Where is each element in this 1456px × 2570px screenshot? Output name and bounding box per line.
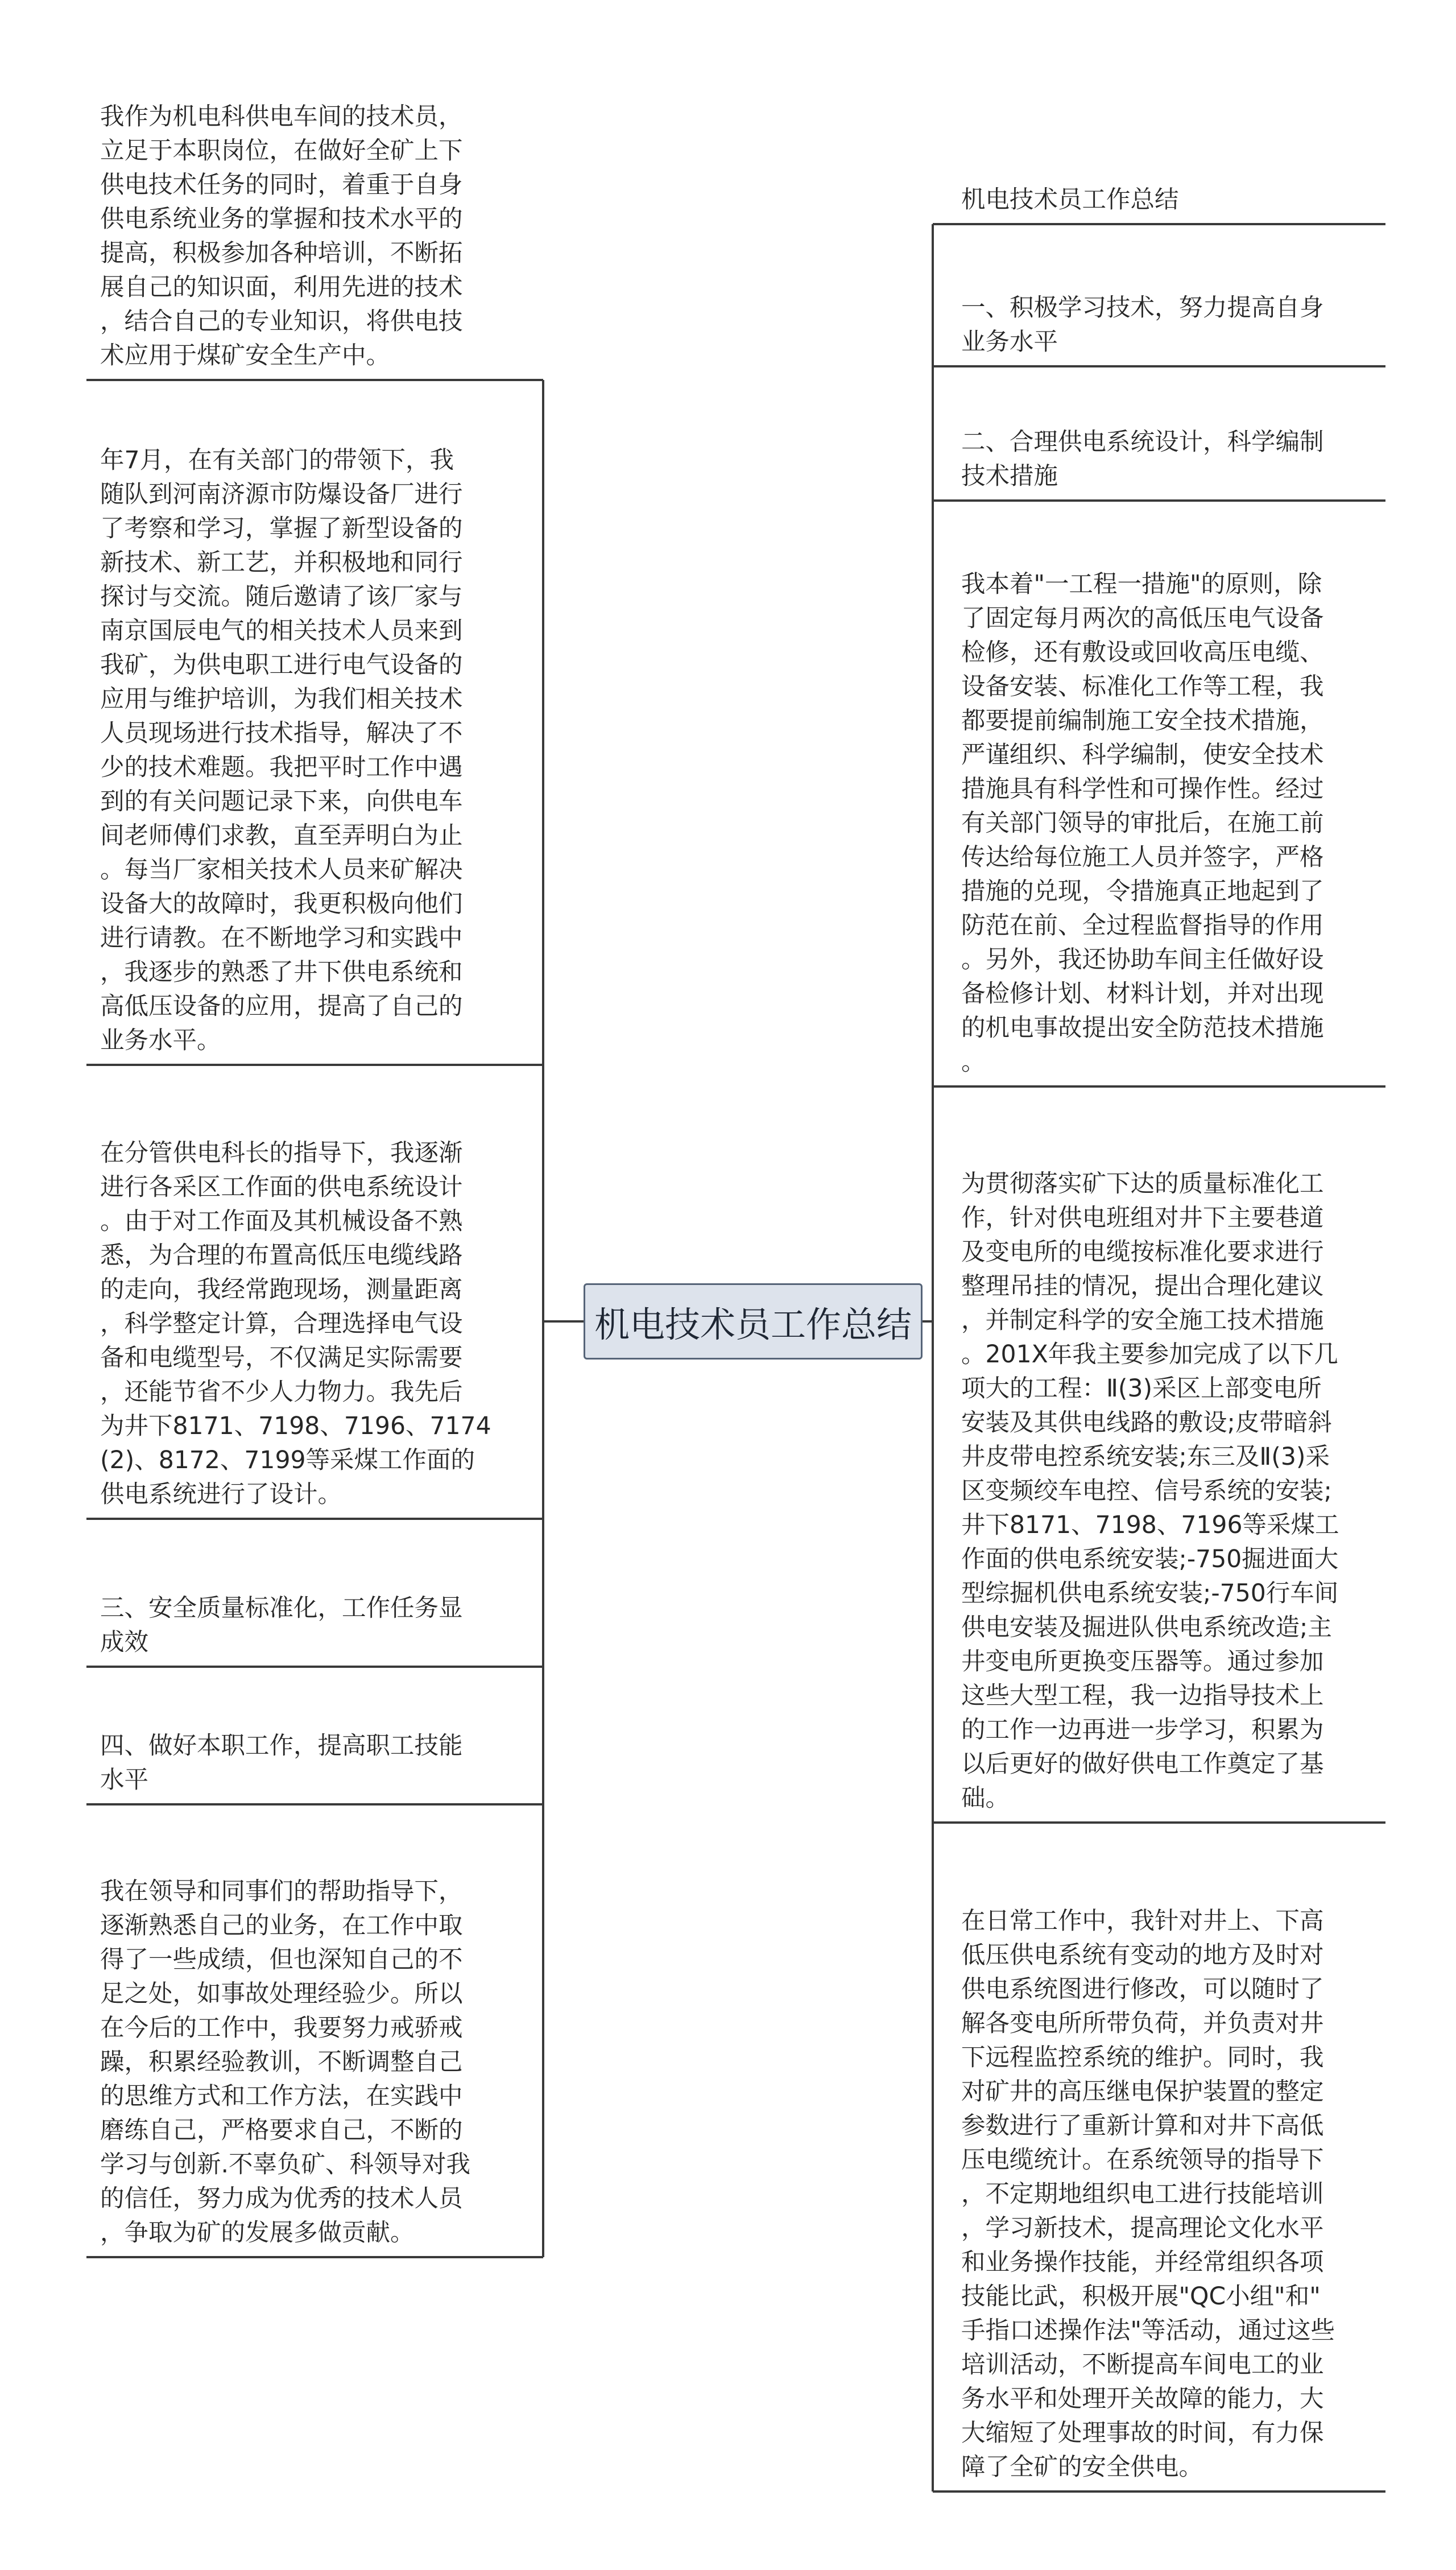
left-node-intro[interactable]: 我作为机电科供电车间的技术员， 立足于本职岗位，在做好全矿上下 供电技术任务的同时，着重于自身 供电系统业务的掌握和技术水平的 提高，积极参加各种培训，不断拓 展自己的知识面，利用先进的技术 ，结合自己的专业知识，将供电技 术应用于煤矿安全生产中。 bbox=[100, 103, 463, 370]
left-node-study-trip[interactable]: 年7月，在有关部门的带领下，我 随队到河南济源市防爆设备厂进行 了考察和学习，掌握了新型设备的 新技术、新工艺，并积极地和同行 探讨与交流。随后邀请了该厂家与 南京国辰电气的相关技术人员来到 我矿，为供电职工进行电气设备的 应用与维护培训，为我们相关技术 人员现场进行技术指导，解决了不 少的技术难题。我把平时工作中遇 到的有关问题记录下来，向供电车 间老师傅们求教，直至弄明白为止 。每当厂家相关技术人员来矿解决 设备大的故障时，我更积极向他们 进行请教。在不断地学习和实践中 ，我逐步的熟悉了井下供电系统和 高低压设备的应用，提高了自己的 业务水平。 bbox=[100, 447, 463, 1055]
left-node-heading-3[interactable]: 三、安全质量标准化，工作任务显 成效 bbox=[100, 1594, 463, 1656]
right-node-heading-1[interactable]: 一、积极学习技术，努力提高自身 业务水平 bbox=[961, 294, 1324, 356]
left-node-heading-4[interactable]: 四、做好本职工作，提高职工技能 水平 bbox=[100, 1732, 463, 1794]
central-topic[interactable] bbox=[584, 1283, 923, 1360]
right-node-title[interactable]: 机电技术员工作总结 bbox=[961, 186, 1179, 214]
left-node-system-design[interactable]: 在分管供电科长的指导下，我逐渐 进行各采区工作面的供电系统设计 。由于对工作面及其机械设备不熟 悉，为合理的布置高低压电缆线路 的走向，我经常跑现场，测量距离 ，科学整定计算，合理选择电气设 备和电缆型号，不仅满足实际需要 ，还能节省不少人力物力。我先后 为井下8171、7198、7196、7174 (2)、8172、7199等采煤工作面的 供电系统进行了设计。 bbox=[100, 1139, 491, 1509]
right-node-heading-2[interactable]: 二、合理供电系统设计，科学编制 技术措施 bbox=[961, 428, 1324, 490]
left-node-outlook[interactable]: 我在领导和同事们的帮助指导下， 逐渐熟悉自己的业务，在工作中取 得了一些成绩，但也深知自己的不 足之处，如事故处理经验少。所以 在今后的工作中，我要努力戒骄戒 躁，积累经验教训，不断调整自己 的思维方式和工作方法，在实践中 磨练自己，严格要求自己，不断的 学习与创新.不辜负矿、科领导对我 的信任，努力成为优秀的技术人员 ，争取为矿的发展多做贡献。 bbox=[100, 1878, 471, 2247]
right-node-projects[interactable]: 为贯彻落实矿下达的质量标准化工 作，针对供电班组对井下主要巷道 及变电所的电缆按标准化要求进行 整理吊挂的情况，提出合理化建议 ，并制定科学的安全施工技术措施 。201X年我主要参加完成了以下几 项大的工程：Ⅱ(3)采区上部变电所 安装及其供电线路的敷设;皮带暗斜 井皮带电控系统安装;东三及Ⅱ(3)采 区变频绞车电控、信号系统的安装; 井下8171、7198、7196等采煤工 作面的供电系统安装;-750掘进面大 型综掘机供电系统安装;-750行车间 供电安装及掘进队供电系统改造;主 井变电所更换变压器等。通过参加 这些大型工程，我一边指导技术上 的工作一边再进一步学习，积累为 以后更好的做好供电工作奠定了基 础。 bbox=[961, 1170, 1339, 1812]
central-topic-label: 机电技术员工作总结 bbox=[594, 1303, 912, 1345]
right-node-measures[interactable]: 我本着"一工程一措施"的原则，除 了固定每月两次的高低压电气设备 检修，还有敷设或回收高压电缆、 设备安装、标准化工作等工程，我 都要提前编制施工安全技术措施， 严谨组织、科学编制，使安全技术 措施具有科学性和可操作性。经过 有关部门领导的审批后，在施工前 传达给每位施工人员并签字，严格 措施的兑现，令措施真正地起到了 防范在前、全过程监督指导的作用 。另外，我还协助车间主任做好设 备检修计划、材料计划，并对出现 的机电事故提出安全防范技术措施 。 bbox=[961, 571, 1324, 1076]
right-node-daily-work[interactable]: 在日常工作中，我针对井上、下高 低压供电系统有变动的地方及时对 供电系统图进行修改，可以随时了 解各变电所所带负荷，并负责对井 下远程监控系统的维护。同时，我 对矿井的高压继电保护装置的整定 参数进行了重新计算和对井下高低 压电缆统计。在系统领导的指导下 ，不定期地组织电工进行技能培训 ，学习新技术，提高理论文化水平 和业务操作技能，并经常组织各项 技能比武，积极开展"QC小组"和" 手指口述操作法"等活动，通过这些 培训活动，不断提高车间电工的业 务水平和处理开关故障的能力，大 大缩短了处理事故的时间，有力保 障了全矿的安全供电。 bbox=[961, 1907, 1335, 2481]
